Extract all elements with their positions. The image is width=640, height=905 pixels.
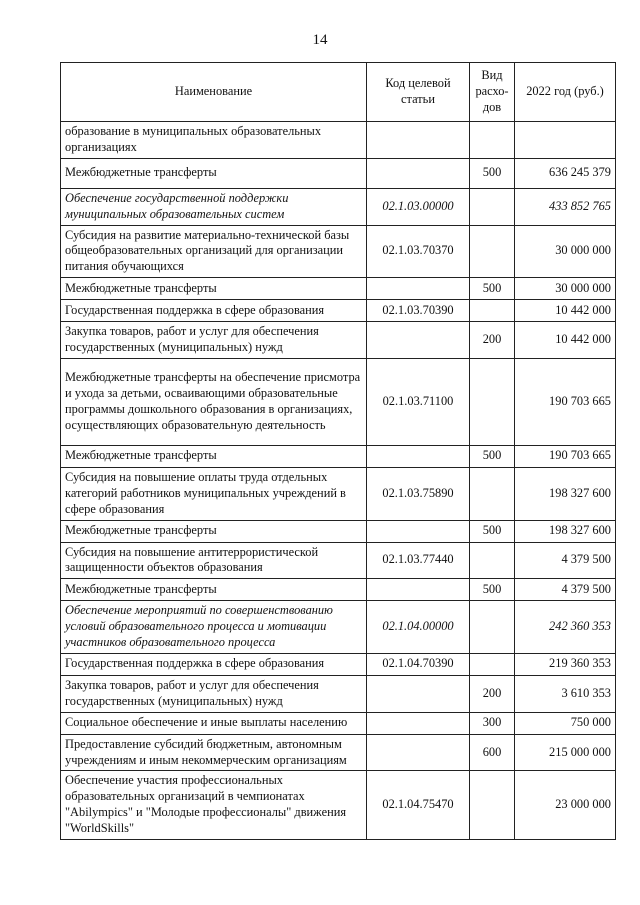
table-row [61,445,616,467]
row-amount-cell: 190 703 665 [515,445,616,467]
row-kind-cell: 500 [470,158,515,188]
row-code-cell: 02.1.03.70390 [367,300,470,322]
row-code-cell: 02.1.03.77440 [367,542,470,579]
row-name-cell: Межбюджетные трансферты [61,445,367,467]
row-kind-cell [470,653,515,675]
row-code-cell [367,322,470,359]
row-amount-cell: 242 360 353 [515,601,616,654]
table-row [61,158,616,188]
header-code: Код целевой статьи [367,63,470,122]
table-row [61,188,616,225]
row-kind-cell: 300 [470,712,515,734]
row-code-cell [367,712,470,734]
table-row [61,653,616,675]
table-header-row [61,63,616,122]
row-kind-cell [470,601,515,654]
row-name-cell: образование в муниципальных образовательных организациях [61,122,367,159]
row-code-cell: 02.1.03.70370 [367,225,470,278]
header-kind: Вид расхо-дов [470,63,515,122]
header-amount: 2022 год (руб.) [515,63,616,122]
row-amount-cell: 215 000 000 [515,734,616,771]
table-row [61,358,616,445]
row-name-cell: Субсидия на повышение оплаты труда отдельных категорий работников муниципальных учреждений в сфере образования [61,467,367,520]
row-code-cell [367,278,470,300]
row-code-cell: 02.1.04.00000 [367,601,470,654]
row-name-cell: Предоставление субсидий бюджетным, автономным учреждениям и иным некоммерческим организациям [61,734,367,771]
row-amount-cell: 198 327 600 [515,467,616,520]
row-amount-cell: 4 379 500 [515,542,616,579]
row-kind-cell: 200 [470,322,515,359]
row-code-cell [367,158,470,188]
table-row [61,322,616,359]
row-amount-cell: 30 000 000 [515,225,616,278]
row-kind-cell [470,122,515,159]
row-code-cell [367,445,470,467]
row-name-cell: Межбюджетные трансферты [61,158,367,188]
row-amount-cell: 23 000 000 [515,771,616,840]
row-kind-cell: 500 [470,579,515,601]
row-name-cell: Межбюджетные трансферты [61,278,367,300]
row-code-cell [367,122,470,159]
row-kind-cell [470,225,515,278]
row-kind-cell: 500 [470,445,515,467]
row-name-cell: Обеспечение мероприятий по совершенствованию условий образовательного процесса и мотивации участников образовательного процесса [61,601,367,654]
row-amount-cell: 30 000 000 [515,278,616,300]
row-kind-cell [470,358,515,445]
row-amount-cell: 4 379 500 [515,579,616,601]
table-row [61,300,616,322]
row-amount-cell: 636 245 379 [515,158,616,188]
row-name-cell: Государственная поддержка в сфере образования [61,300,367,322]
table-row [61,675,616,712]
row-kind-cell [470,771,515,840]
row-name-cell: Обеспечение государственной поддержки муниципальных образовательных систем [61,188,367,225]
table-row [61,771,616,840]
row-amount-cell: 750 000 [515,712,616,734]
row-code-cell [367,579,470,601]
row-kind-cell [470,467,515,520]
table-row [61,601,616,654]
row-kind-cell [470,188,515,225]
row-name-cell: Межбюджетные трансферты [61,579,367,601]
row-amount-cell: 433 852 765 [515,188,616,225]
row-code-cell: 02.1.03.00000 [367,188,470,225]
row-name-cell: Закупка товаров, работ и услуг для обеспечения государственных (муниципальных) нужд [61,675,367,712]
table-row [61,712,616,734]
row-amount-cell: 10 442 000 [515,322,616,359]
row-code-cell: 02.1.03.71100 [367,358,470,445]
row-code-cell: 02.1.03.75890 [367,467,470,520]
row-code-cell: 02.1.04.70390 [367,653,470,675]
row-name-cell: Закупка товаров, работ и услуг для обеспечения государственных (муниципальных) нужд [61,322,367,359]
row-amount-cell [515,122,616,159]
row-code-cell [367,520,470,542]
budget-table [60,62,616,840]
row-kind-cell: 200 [470,675,515,712]
row-name-cell: Межбюджетные трансферты [61,520,367,542]
row-kind-cell: 500 [470,520,515,542]
table-row [61,278,616,300]
row-name-cell: Государственная поддержка в сфере образования [61,653,367,675]
table-row [61,122,616,159]
table-row [61,542,616,579]
page-number: 14 [312,32,328,48]
row-code-cell [367,734,470,771]
table-row [61,734,616,771]
row-amount-cell: 190 703 665 [515,358,616,445]
table-row [61,467,616,520]
row-name-cell: Социальное обеспечение и иные выплаты населению [61,712,367,734]
table-row [61,579,616,601]
row-code-cell: 02.1.04.75470 [367,771,470,840]
row-name-cell: Субсидия на развитие материально-технической базы общеобразовательных организаций для организации питания обучающихся [61,225,367,278]
row-kind-cell [470,542,515,579]
row-code-cell [367,675,470,712]
row-amount-cell: 219 360 353 [515,653,616,675]
table-row [61,225,616,278]
row-amount-cell: 3 610 353 [515,675,616,712]
row-name-cell: Межбюджетные трансферты на обеспечение присмотра и ухода за детьми, осваивающими образовательные программы дошкольного образования в организациях, осуществляющих образовательную деятельность [61,358,367,445]
row-kind-cell: 500 [470,278,515,300]
row-name-cell: Субсидия на повышение антитеррористической защищенности объектов образования [61,542,367,579]
header-name: Наименование [61,63,367,122]
row-amount-cell: 10 442 000 [515,300,616,322]
row-amount-cell: 198 327 600 [515,520,616,542]
table-row [61,520,616,542]
row-name-cell: Обеспечение участия профессиональных образовательных организаций в чемпионатах "Abilympics" и "Молодые профессионалы" движения "WorldSkills" [61,771,367,840]
row-kind-cell [470,300,515,322]
row-kind-cell: 600 [470,734,515,771]
